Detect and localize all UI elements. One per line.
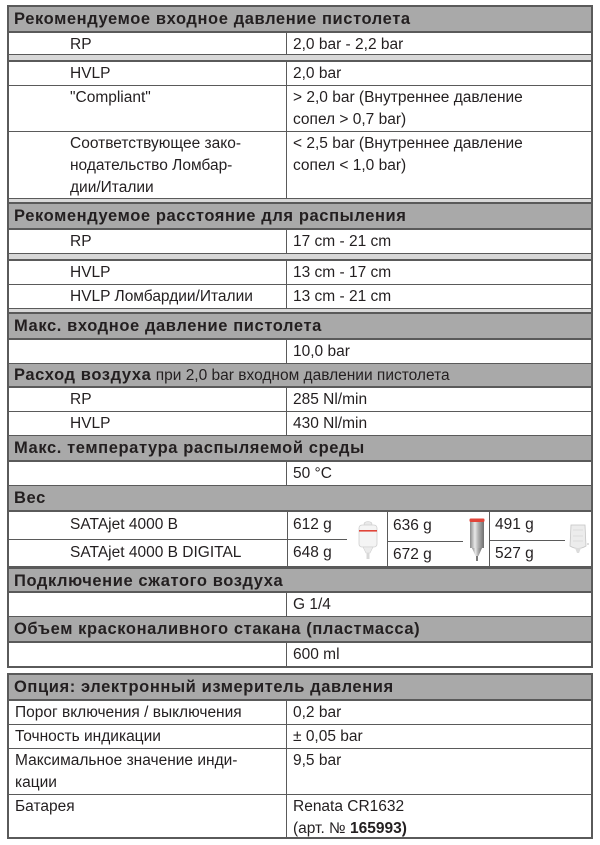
row-label: Точность индикации	[9, 725, 287, 748]
spec-table	[7, 5, 593, 668]
weight-value-plastic: 648 g	[293, 544, 332, 561]
row-value: 0,2 bar	[293, 704, 342, 721]
weight-value-metal: 636 g	[393, 517, 432, 534]
value-line: сопел > 0,7 bar)	[293, 111, 407, 128]
table-row	[9, 388, 591, 412]
section-title: Вес	[14, 489, 46, 507]
row-label: SATAjet 4000 B DIGITAL	[70, 544, 242, 561]
table-row	[9, 749, 591, 795]
value-line: Renata CR1632	[293, 798, 405, 815]
row-label: HVLP	[9, 412, 287, 435]
weight-value-disposable: 491 g	[495, 516, 534, 533]
row-value: ± 0,05 bar	[293, 728, 363, 745]
row-separator	[9, 55, 591, 62]
section-title: Рекомендуемое расстояние для распыления	[14, 207, 407, 225]
row-value: 13 cm - 17 cm	[293, 264, 392, 281]
row-value: 17 cm - 21 cm	[293, 233, 392, 250]
row-value: 50 °C	[293, 465, 332, 482]
row-value: G 1/4	[293, 596, 331, 613]
value-line: < 2,5 bar (Внутреннее давление	[293, 135, 523, 152]
row-label	[9, 593, 287, 616]
table-row	[9, 462, 591, 486]
aluminium-cup-icon	[468, 517, 486, 570]
value-line	[293, 818, 591, 840]
section-header-spray-distance	[9, 204, 591, 230]
row-value: 13 cm - 21 cm	[293, 288, 392, 305]
value-line: сопел < 1,0 bar)	[293, 157, 407, 174]
section-title: Макс. температура распыляемой среды	[14, 439, 365, 457]
section-title-bold: Расход воздуха	[14, 366, 152, 384]
section-title: Объем красконаливного стакана (пластмасса)	[14, 620, 421, 638]
table-row	[9, 340, 591, 364]
label-line: кации	[15, 774, 57, 791]
table-row	[9, 725, 591, 749]
section-header-max-inlet-pressure	[9, 314, 591, 340]
row-value	[287, 132, 591, 198]
table-row	[9, 412, 591, 436]
row-value	[287, 86, 591, 131]
section-header-air-connection	[9, 567, 591, 593]
row-label	[9, 132, 287, 198]
row-label	[9, 462, 287, 485]
weight-value-metal: 672 g	[393, 546, 432, 563]
row-value: 430 Nl/min	[293, 415, 368, 432]
table-row	[9, 86, 591, 132]
table-row	[9, 62, 591, 86]
row-value: 285 Nl/min	[293, 391, 368, 408]
section-header-option	[9, 675, 591, 701]
label-line: Максимальное значение инди-	[15, 752, 238, 769]
row-value: 9,5 bar	[293, 752, 342, 769]
article-prefix: (арт. №	[293, 820, 350, 837]
section-title: Подключение сжатого воздуха	[14, 572, 284, 590]
row-label	[9, 340, 287, 363]
value-line: > 2,0 bar (Внутреннее давление	[293, 89, 523, 106]
row-label: RP	[9, 388, 287, 411]
row-label	[9, 643, 287, 666]
label-line: дии/Италии	[70, 179, 154, 196]
disposable-cup-icon	[566, 522, 590, 565]
row-label: RP	[9, 230, 287, 253]
weight-value-plastic: 612 g	[293, 516, 332, 533]
row-label: HVLP	[9, 62, 287, 85]
label-line: нодательство Ломбар-	[70, 157, 233, 174]
row-divider	[387, 541, 463, 542]
table-row	[9, 132, 591, 199]
table-row	[9, 795, 591, 837]
table-row	[9, 33, 591, 55]
row-separator	[9, 254, 591, 261]
row-label: Батарея	[9, 795, 287, 837]
row-label: HVLP Ломбардии/Италии	[9, 285, 287, 308]
plastic-cup-icon	[356, 518, 380, 569]
label-line: Соответствующее зако-	[70, 135, 241, 152]
article-number: 165993	[350, 820, 402, 837]
row-divider	[489, 540, 565, 541]
section-title: Рекомендуемое входное давление пистолета	[14, 10, 411, 28]
row-divider	[287, 539, 347, 540]
row-label: "Compliant"	[9, 86, 287, 131]
option-table	[7, 673, 593, 839]
table-row	[9, 701, 591, 725]
table-row	[9, 261, 591, 285]
table-row	[9, 593, 591, 617]
row-divider	[9, 539, 287, 540]
section-header-cup-volume	[9, 617, 591, 643]
row-label	[9, 749, 287, 794]
row-label: HVLP	[9, 261, 287, 284]
weight-value-disposable: 527 g	[495, 545, 534, 562]
section-header-air-consumption	[9, 364, 591, 388]
section-header-inlet-pressure	[9, 7, 591, 33]
table-row	[9, 230, 591, 254]
row-value: 2,0 bar	[293, 65, 342, 82]
row-value	[287, 795, 591, 837]
section-header-weight	[9, 486, 591, 512]
row-label: RP	[9, 33, 287, 54]
row-label: SATAjet 4000 B	[70, 516, 178, 533]
table-row	[9, 643, 591, 666]
row-value: 600 ml	[293, 646, 340, 663]
section-header-max-temperature	[9, 436, 591, 462]
row-label: Порог включения / выключения	[9, 701, 287, 724]
row-value: 10,0 bar	[293, 343, 350, 360]
article-suffix: )	[401, 820, 407, 837]
section-title: Макс. входное давление пистолета	[14, 317, 322, 335]
weight-block	[9, 512, 591, 567]
row-value: 2,0 bar - 2,2 bar	[293, 36, 404, 53]
section-title-rest: при 2,0 bar входном давлении пистолета	[151, 367, 450, 384]
section-title: Опция: электронный измеритель давления	[14, 678, 394, 696]
table-row	[9, 285, 591, 309]
